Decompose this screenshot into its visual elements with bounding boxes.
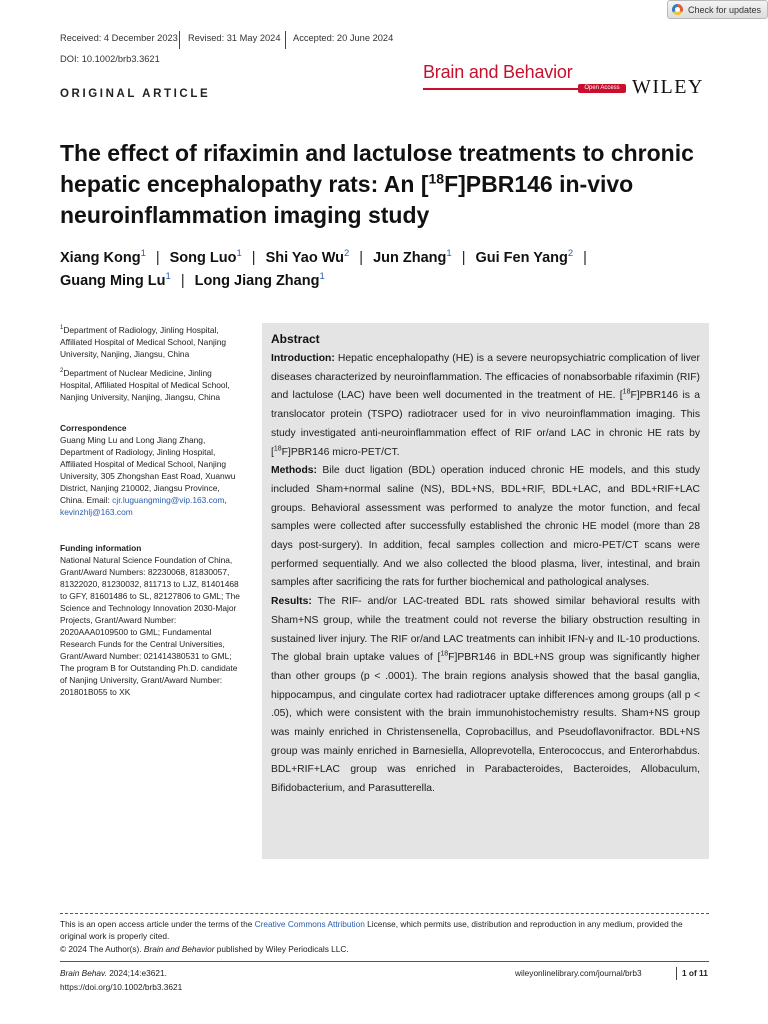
divider [285,31,286,49]
affiliation: $^1$Department of Radiology, Jinling Hospital, Affiliated Hospital of Medical School, Nanjing University, Nanjing, Jiangsu, China [60,324,227,359]
check-for-updates-label: Check for updates [688,4,762,15]
email-link[interactable]: kevinzhlj@163.com [60,507,133,517]
author-separator: | [155,249,160,266]
journal-url-link[interactable]: wileyonlinelibrary.com/journal/brb3 [515,968,642,978]
title-text: F]PBR146 in-vivo neuroinflammation imaging study [60,171,634,228]
divider [676,967,677,980]
author-separator: | [583,249,587,266]
abstract-methods: Methods: Bile duct ligation (BDL) operation induced chronic HE models, and this study included Sham+normal saline (NS), BDL+NS, BDL+RIF, BDL+LAC, and BDL+RIF+LAC groups. Behavioral assessment was performed to analyze the motor function, and fecal samples were collected after successfully established the chronic HE model (more than 28 days post-surgery). In addition, fecal samples collection and micro-PET/CT scans were performed sequentially. And we also collected the blood plasma, liver, intestinal, and brain samples after sacrificing the rats for further biochemical and pathological analyses. [271,465,700,589]
abstract-heading: Abstract [271,332,320,346]
crossmark-icon [672,4,683,15]
license-link[interactable]: Creative Commons Attribution [254,919,365,929]
page-number: 1 of 11 [682,968,708,978]
affiliation: $^2$Department of Nuclear Medicine, Jinling Hospital, Affiliated Hospital of Medical School, Nanjing University, Nanjing, Jiangsu, China [60,367,230,402]
publisher-logo[interactable]: WILEY [632,76,704,98]
open-access-badge: Open Access [578,84,626,93]
author[interactable]: Shi Yao Wu$^2$ [265,248,350,266]
author-separator: | [251,249,256,266]
author[interactable]: Xiang Kong$^1$ [60,248,146,266]
license-statement: This is an open access article under the terms of the Creative Commons Attribution License, which permits use, distribution and reproduction in any medium, provided the original work is properly cited. [60,919,683,941]
article-type: ORIGINAL ARTICLE [60,88,211,100]
title-text: The effect of rifaximin and lactulose treatments to chronic hepatic encephalopathy rats: An [ [60,140,694,197]
author-line-1 [60,248,597,266]
author-separator: | [180,272,185,289]
journal-logo[interactable]: Brain and Behavior [423,62,573,82]
author-separator: | [461,249,466,266]
author[interactable]: Gui Fen Yang$^2$ [475,248,574,266]
correspondence: Correspondence Guang Ming Lu and Long Jiang Zhang, Department of Radiology, Jinling Hospital, Affiliated Hospital of Medical School, Nanjing University, 305 Zhongshan East Road, Xuanwu District, Nanjing 210002, Jiangsu Province, China. Email: cjr.luguangming@vip.163.com, kevinzhlj@163.com [60,422,246,518]
email-link[interactable]: cjr.luguangming@vip.163.com [112,495,225,505]
footer-rule [60,961,709,962]
author-separator: | [359,249,364,266]
abstract-results: Results: The RIF- and/or LAC-treated BDL rats showed similar behavioral results with Sham+NS group, while the treatment could not reverse the biliary obstruction resulting in sustained liver injury. The RIF or/and LAC treatments can inhibit IFN-γ and IL-10 productions. The global brain uptake values of [$^{18}$F]PBR146 in BDL+NS group was significantly higher than other groups (p < .0001). The brain regions analysis showed that the basal ganglia, hippocampus, and cingulate cortex had radiotracer uptake differences among groups (all p < .05), which were consistent with the brain immunohistochemistry results. Sham+NS group was mainly enriched in Christensenella, Coprobacillus, and Pseudoflavonifractor. BDL+NS group was mainly enriched in Barnesiella, Alloprevotella, Enterococcus, and Enterorhabdus. BDL+RIF+LAC group was enriched in Parabacteroides, Bacteroides, Allobaculum, Bifidobacterium, and Parasutterella. [271,596,700,795]
author-line-2 [60,271,325,289]
revised-date: Revised: 31 May 2024 [188,33,281,43]
divider [179,31,180,49]
author[interactable]: Long Jiang Zhang$^1$ [194,271,325,289]
footnote-divider [60,913,709,914]
doi: DOI: 10.1002/brb3.3621 [60,54,160,64]
article-title [60,138,700,231]
doi-link[interactable]: https://doi.org/10.1002/brb3.3621 [60,982,183,992]
funding-text: National Natural Science Foundation of China, Grant/Award Numbers: 82230068, 81830057, 81322020, 81230032, 811713 to LJZ, 81401468 to GFY, 81601486 to SL, 82127806 to GML; The Science and Technology Innovation 2030-Major Projects, Grant/Award Number: 2020AAA0109500 to GML; Fundamental Research Funds for the Central Universities, Grant/Award Number: 021414380531 to GML; The program B for Outstanding Ph.D. candidate of Nanjing University, Grant/Award Number: 201801B055 to XK [60,555,240,697]
author[interactable]: Song Luo$^1$ [169,248,242,266]
title-superscript: 18 [428,170,445,187]
accepted-date: Accepted: 20 June 2024 [293,33,394,43]
abstract-introduction: Introduction: Hepatic encephalopathy (HE) is a severe neuropsychiatric complication of liver diseases characterized by neuroinflammation. The efficacies of nonabsorbable rifaximin (RIF) and lactulose (LAC) have been well documented in the treatment of HE. [$^{18}$F]PBR146 is a translocator protein (TSPO) radiotracer used for in vivo neuroinflammation imaging. This study investigated anti-neuroinflammation effect of RIF or/and LAC in chronic HE rats by [$^{18}$F]PBR146 micro-PET/CT. [271,353,700,458]
copyright: © 2024 The Author(s). Brain and Behavior published by Wiley Periodicals LLC. [60,944,349,954]
funding-information [60,542,246,698]
check-for-updates-button[interactable] [667,0,768,19]
journal-logo-rule [423,88,578,90]
funding-heading: Funding information [60,543,142,553]
correspondence-heading: Correspondence [60,423,127,433]
received-date: Received: 4 December 2023 [60,33,178,43]
author[interactable]: Jun Zhang$^1$ [373,248,452,266]
author[interactable]: Guang Ming Lu$^1$ [60,271,171,289]
abstract-box [262,323,709,859]
citation: Brain Behav. 2024;14:e3621. [60,968,167,978]
correspondence-text: Guang Ming Lu and Long Jiang Zhang, Department of Radiology, Jinling Hospital, Affiliated Hospital of Medical School, Nanjing University, 305 Zhongshan East Road, Xuanwu District, Nanjing 210002, Jiangsu Province, China. Email: [60,435,236,505]
